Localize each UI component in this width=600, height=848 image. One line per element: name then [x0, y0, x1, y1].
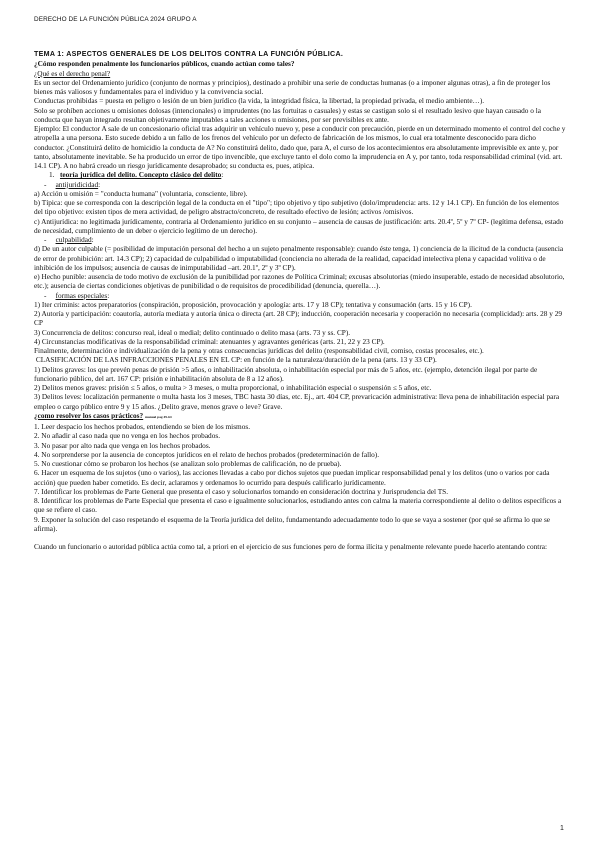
clasificacion-title: CLASIFICACIÓN DE LAS INFRACCIONES PENALES EN EL CP	[35, 355, 241, 365]
clasificacion-heading	[34, 355, 568, 364]
casos-step: 7. Identificar los problemas de Parte General que presenta el caso y solucionarlos tomando en consideración doctrina y Jurisprudencia del TS.	[34, 486, 449, 496]
page-header: DERECHO DE LA FUNCIÓN PÚBLICA 2024 GRUPO A	[34, 16, 197, 23]
clasificacion-item: 1) Delitos graves: los que prevén penas de prisión >5 años, o inhabilitación absoluta, o inhabilitación especial por más de 5 años, etc. (ejemplo, detención ilegal por parte de funcionario público, del art. 167 CP: prisión e inhabilitación absoluta de 8 a 12 años).	[34, 364, 538, 383]
item-d: d) De un autor culpable (= posibilidad de imputación personal del hecho a un sujeto penalmente responsable): cuando éste tenga, 1) conciencia de la ilicitud de la conducta (ausencia de error de prohibición: art. 14.3 CP); 2) capacidad de culpabilidad o imputabilidad (conciencia no alterada de la realidad, capacidad intelectiva plena y capacidad volitiva o de inhibición de los impulsos; ausencia de causas de inimputabilidad –art. 20.1º, 2º y 3º CP).	[34, 244, 564, 272]
casos-step: 2. No añadir al caso nada que no venga en los hechos probados.	[34, 431, 221, 441]
formas-item: 4) Circunstancias modificativas de la responsabilidad criminal: atenuantes y agravantes genéricas (arts. 21, 22 y 23 CP).	[34, 336, 385, 346]
item-a: a) Acción u omisión = "conducta humana" (voluntaria, consciente, libre).	[34, 188, 248, 198]
document-body	[34, 50, 568, 551]
formas-item: 3) Concurrencia de delitos: concurso real, ideal o medial; delito continuado o delito masa (arts. 73 y ss. CP).	[34, 327, 351, 337]
item-e: e) Hecho punible: ausencia de todo motivo de exclusión de la punibilidad por razones de Política Criminal; excusas absolutorias (miedo insuperable, estado de necesidad absolutorio, etc.); ausencia de ciertas condiciones objetivas de punibilidad o de requisitos de procedibilidad (denuncia, querella…).	[34, 272, 565, 291]
intro-paragraph-2: Conductas prohibidas = puesta en peligro o lesión de un bien jurídico (la vida, la integridad física, la libertad, la propiedad privada, el medio ambiente…).	[34, 96, 485, 106]
casos-step: 9. Exponer la solución del caso respetando el esquema de la Teoría jurídica del delito, fundamentando adecuadamente todo lo que se vaya a sostener (por qué se afirma lo que se afirma).	[34, 514, 551, 533]
casos-step: 5. No cuestionar cómo se probaron los hechos (se analizan solo problemas de calificación, no de prueba).	[34, 459, 342, 468]
clasificacion-suffix: : en función de la naturaleza/duración de la pena (arts. 13 y 33 CP).	[240, 355, 437, 365]
clasificacion-item: 3) Delitos leves: localización permanente o multa hasta los 3 meses, TBC hasta 30 días, etc. Ej., art. 404 CP, prevaricación administrativa: lleva pena de inhabilitación especial para empleo o cargo público entre 9 y 15 años. ¿Delito grave, menos grave o leve? Grave.	[34, 392, 560, 411]
casos-heading	[34, 411, 568, 422]
formas-heading: - formas especiales:	[44, 290, 110, 300]
intro-paragraph-1: Es un sector del Ordenamiento jurídico (conjunto de normas y principios), destinado a prohibir una serie de conductas humanas (o a imponer algunas otras), a fin de proteger los bienes más valiosos y fundamentales para el individuo y la convivencia social.	[34, 77, 551, 96]
theory-heading-number: 1.	[49, 170, 55, 180]
theory-heading	[34, 170, 568, 179]
paragraph-gap	[34, 533, 568, 542]
theory-heading-suffix: :	[221, 170, 224, 180]
casos-step: 4. No sorprenderse por la ausencia de conceptos jurídicos en el relato de hechos probados (predeterminación de fallo).	[34, 449, 380, 459]
subquestion-derecho-penal: ¿Qué es el derecho penal?	[34, 68, 111, 78]
culpabilidad-heading: - culpabilidad:	[44, 235, 94, 244]
clasificacion-item: 2) Delitos menos graves: prisión ≤ 5 años, o multa > 3 meses, o multa proporcional, o inhabilitación especial o suspensión ≤ 5 años, etc.	[34, 383, 432, 392]
closing-paragraph: Cuando un funcionario o autoridad pública actúa como tal, a priori en el ejercicio de sus funciones pero de forma ilícita y penalmente relevante puede hacerlo atentando contra:	[34, 542, 548, 551]
item-b: b) Típica: que se corresponda con la descripción legal de la conducta en el "tipo"; tipo objetivo y tipo subjetivo (dolo/imprudencia: arts. 12 y 14.1 CP). En función de los elementos del tipo objetivo: existen tipos de mera actividad, de peligro abstracto/concreto, de resultado efectivo de lesión; activos /omisivos.	[34, 198, 559, 217]
intro-example: Ejemplo: El conductor A sale de un concesionario oficial tras adquirir un vehículo nuevo y, pese a conducir con precaución, pierde en un determinado momento el control del coche y atropella a una persona. Esto sucede debido a un fallo de los frenos del vehículo por un defecto de fabricación de los mismos, lo cual era totalmente desconocido para dicho conductor. ¿Constituirá delito de homicidio la conducta de A? No constituirá delito, dado que, para A, el curso de los acontecimientos era absolutamente imprevisible ex ante y, por tanto, absolutamente inevitable. Se ha producido un error de tipo invencible, que excluye tanto el dolo como la imprudencia en A y, por tanto, toda responsabilidad criminal (vid. art. 14.1 CP). A no habrá creado un riesgo jurídicamente desaprobado; su conducta es, pues, atípica.	[34, 124, 566, 170]
casos-step: 3. No pasar por alto nada que venga en los hechos probados.	[34, 440, 211, 450]
page-number: 1	[560, 825, 564, 832]
intro-paragraph-3: Solo se prohíben acciones u omisiones dolosas (intencionales) o imprudentes (no las fortuitas o casuales) y estas se castigan solo si el resultado lesivo que hayan causado o la conducta que hayan integrado resultan objetivamente imputables a tales acciones u omisiones, por ser previsibles ex ante.	[34, 105, 542, 124]
section-title: TEMA 1: ASPECTOS GENERALES DE LOS DELITOS CONTRA LA FUNCIÓN PÚBLICA.	[34, 50, 344, 58]
casos-step: 1. Leer despacio los hechos probados, entendiendo se bien de los mismos.	[34, 422, 251, 431]
casos-step: 6. Hacer un esquema de los sujetos (uno o varios), las acciones llevadas a cabo por dichos sujetos que puedan implicar responsabilidad penal y los delitos (uno o varios por cada acción) que pueden haber cometido. Es decir, aclaramos y ordenamos lo ocurrido para después calificarlo jurídicamente.	[34, 468, 550, 487]
theory-heading-text: teoría jurídica del delito. Concepto clásico del delito	[59, 170, 222, 180]
antijuridicidad-label: antijuridicidad	[55, 179, 99, 189]
item-c: c) Antijurídica: no legitimada jurídicamente, contraria al Ordenamiento jurídico en su conjunto – ausencia de causas de justificación: arts. 20.4º, 5º y 7º CP- (legítima defensa, estado de necesidad, cumplimiento de un deber o ejercicio legítimo de un derecho).	[34, 216, 564, 235]
casos-title: ¿como resolver los casos prácticos?	[34, 410, 144, 420]
antijuridicidad-heading: - antijuridicidad:	[44, 179, 101, 189]
casos-manual-ref: manual pag 49-64	[145, 414, 172, 419]
formas-item: 2) Autoría y participación: coautoría, autoría mediata y autoría única o directa (art. 28 CP); inducción, cooperación necesaria y cooperación no necesaria (complicidad): arts. 28 y 29 CP	[34, 309, 563, 328]
formas-label: formas especiales	[55, 290, 108, 300]
formas-conclusion: Finalmente, determinación e individualización de la pena y otras consecuencias jurídicas del delito (responsabilidad civil, comiso, costas procesales, etc.).	[34, 346, 484, 355]
culpabilidad-label: culpabilidad	[55, 235, 92, 244]
main-question: ¿Cómo responden penalmente los funcionarios públicos, cuando actúan como tales?	[34, 59, 295, 69]
formas-item: 1) Iter criminis: actos preparatorios (conspiración, proposición, provocación y apología: arts. 17 y 18 CP); tentativa y consumación (arts. 15 y 16 CP).	[34, 299, 472, 309]
casos-step: 8. Identificar los problemas de Parte Especial que presenta el caso e igualmente solucionarlos, estudiando antes con calma la materia correspondiente al delito o delitos específicos a que se refiere el caso.	[34, 496, 562, 515]
